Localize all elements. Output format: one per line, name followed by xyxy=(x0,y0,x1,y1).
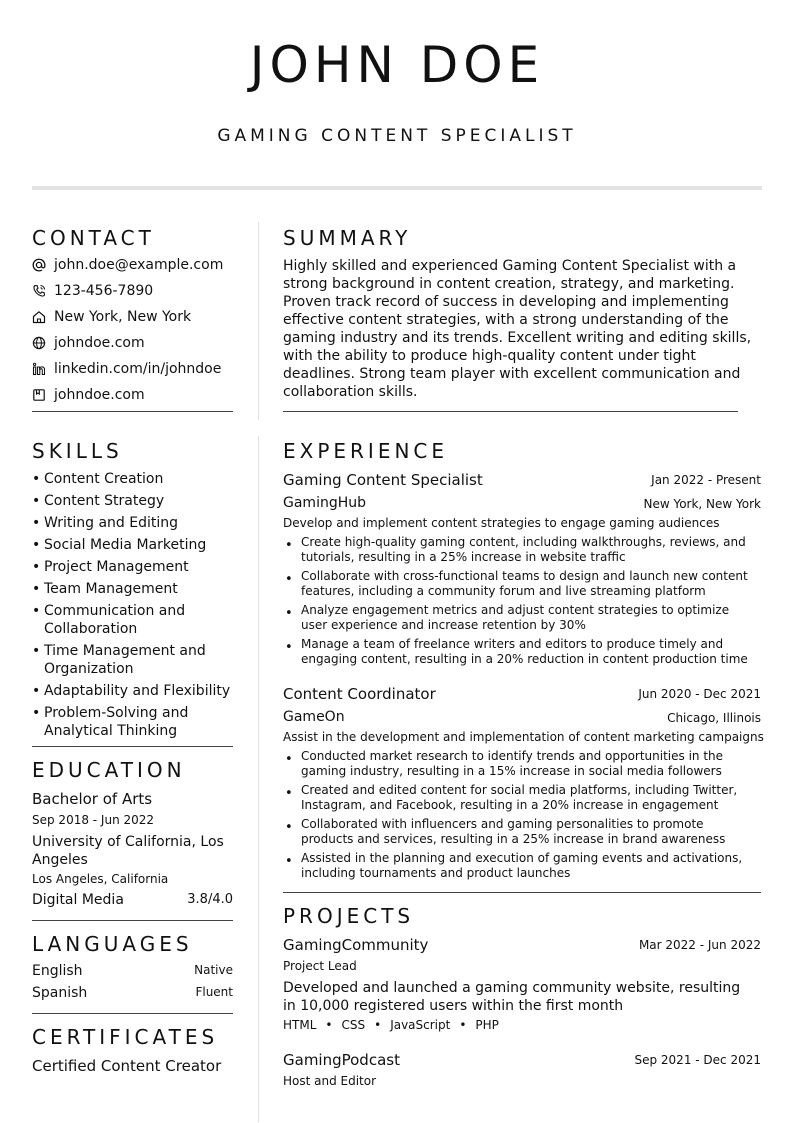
job-bullets xyxy=(283,535,753,671)
language-level: Native xyxy=(194,963,233,977)
project-role: Host and Editor xyxy=(283,1074,377,1088)
certificates-heading: CERTIFICATES xyxy=(32,1025,219,1049)
education-degree: Bachelor of Arts xyxy=(32,790,153,808)
job-bullet: • Assisted in the planning and execution of gaming events and activations, including tournaments and product launches xyxy=(283,851,753,881)
globe-icon xyxy=(32,336,46,350)
contact-location-text: New York, New York xyxy=(54,309,192,325)
summary-rule xyxy=(283,411,738,412)
linkedin-icon xyxy=(32,362,46,376)
contact-portfolio-text: johndoe.com xyxy=(54,387,145,403)
education-dates: Sep 2018 - Jun 2022 xyxy=(32,813,155,827)
job-bullet: • Collaborated with influencers and gaming personalities to promote products and services, resulting in a 25% increase in brand awareness xyxy=(283,817,753,847)
project-tech-list xyxy=(283,1018,499,1032)
job-description: Assist in the development and implementation of content marketing campaigns xyxy=(283,730,764,744)
project-name: GamingCommunity xyxy=(283,936,429,954)
skill-item: • Communication and Collaboration xyxy=(32,602,207,638)
job-company: GameOn xyxy=(283,709,345,725)
contact-email[interactable] xyxy=(32,257,223,273)
summary-heading: SUMMARY xyxy=(283,226,412,250)
project-description: Developed and launched a gaming community website, resulting in 10,000 registered users within the first month xyxy=(283,980,741,1014)
tech-tag: PHP xyxy=(475,1018,499,1032)
skill-item: • Social Media Marketing xyxy=(32,536,233,554)
job-location: Chicago, Illinois xyxy=(667,711,761,725)
job-title: Gaming Content Specialist xyxy=(283,471,483,489)
language-row xyxy=(32,963,233,979)
project-role: Project Lead xyxy=(283,959,357,973)
skill-item: • Content Creation xyxy=(32,470,233,488)
job-title: Content Coordinator xyxy=(283,685,436,703)
experience-heading: EXPERIENCE xyxy=(283,439,449,463)
skill-item: • Writing and Editing xyxy=(32,514,233,532)
skill-item: • Project Management xyxy=(32,558,233,576)
skill-item: • Content Strategy xyxy=(32,492,233,510)
contact-linkedin[interactable] xyxy=(32,361,221,377)
job-bullet: • Conducted market research to identify trends and opportunities in the gaming industry, resulting in a 15% increase in social media followers xyxy=(283,749,753,779)
job-description: Develop and implement content strategies to engage gaming audiences xyxy=(283,516,720,530)
education-location: Los Angeles, California xyxy=(32,872,169,886)
contact-portfolio[interactable] xyxy=(32,387,145,403)
projects-heading: PROJECTS xyxy=(283,904,415,928)
contact-linkedin-text: linkedin.com/in/johndoe xyxy=(54,361,222,377)
education-major-row xyxy=(32,892,233,908)
tech-separator: • xyxy=(325,1018,333,1032)
language-name: Spanish xyxy=(32,985,88,1001)
at-icon xyxy=(32,258,46,272)
project-name: GamingPodcast xyxy=(283,1051,400,1069)
job-bullet: • Collaborate with cross-functional teams to design and launch new content features, including a community forum and live streaming platform xyxy=(283,569,753,599)
contact-phone[interactable] xyxy=(32,283,153,299)
skill-item: • Time Management and Organization xyxy=(32,642,212,678)
tech-separator: • xyxy=(374,1018,382,1032)
job-location: New York, New York xyxy=(643,497,761,511)
education-major: Digital Media xyxy=(32,892,124,908)
contact-email-text: john.doe@example.com xyxy=(54,257,224,273)
language-name: English xyxy=(32,963,83,979)
portfolio-icon xyxy=(32,388,46,402)
phone-icon xyxy=(32,284,46,298)
tech-tag: JavaScript xyxy=(390,1018,451,1032)
contact-phone-text: 123-456-7890 xyxy=(54,283,154,299)
candidate-name: JOHN DOE xyxy=(249,36,545,94)
project-dates: Mar 2022 - Jun 2022 xyxy=(638,938,761,952)
job-dates: Jun 2020 - Dec 2021 xyxy=(638,687,761,701)
job-bullet: • Created and edited content for social media platforms, including Twitter, Instagram, and Facebook, resulting in a 20% increase in engagement xyxy=(283,783,753,813)
experience-rule xyxy=(283,892,761,893)
contact-rule xyxy=(32,411,233,412)
column-divider-top xyxy=(258,222,259,420)
skill-item: • Problem-Solving and Analytical Thinking xyxy=(32,704,207,740)
language-level: Fluent xyxy=(195,985,233,999)
education-rule xyxy=(32,920,233,921)
header-divider xyxy=(32,186,762,190)
language-row xyxy=(32,985,233,1001)
skills-rule xyxy=(32,746,233,747)
education-gpa: 3.8/4.0 xyxy=(187,892,233,907)
tech-separator: • xyxy=(459,1018,467,1032)
job-bullets xyxy=(283,749,753,885)
summary-text: Highly skilled and experienced Gaming Content Specialist with a strong background in content creation, strategy, and marketing. Proven track record of success in developing and implementing effective content strategies, with a strong understanding of the gaming industry and its trends. Excellent writing and editing skills, with the ability to produce high-quality content under tight deadlines. Strong team player with excellent communication and collaboration skills. xyxy=(283,258,752,400)
skill-item: • Team Management xyxy=(32,580,233,598)
certificate-item: Certified Content Creator xyxy=(32,1057,222,1075)
languages-heading: LANGUAGES xyxy=(32,932,193,956)
education-heading: EDUCATION xyxy=(32,758,186,782)
job-company: GamingHub xyxy=(283,495,367,511)
job-title-header: GAMING CONTENT SPECIALIST xyxy=(217,126,577,146)
job-bullet: • Analyze engagement metrics and adjust content strategies to optimize user experience and increase retention by 30% xyxy=(283,603,753,633)
skill-item: • Adaptability and Flexibility xyxy=(32,682,233,700)
job-bullet: • Create high-quality gaming content, including walkthroughs, reviews, and tutorials, resulting in a 25% increase in website traffic xyxy=(283,535,753,565)
job-bullet: • Manage a team of freelance writers and editors to produce timely and engaging content, resulting in a 20% reduction in content production time xyxy=(283,637,753,667)
column-divider-bottom xyxy=(258,436,259,1122)
tech-tag: HTML xyxy=(283,1018,317,1032)
education-school: University of California, Los Angeles xyxy=(32,834,224,868)
contact-website-text: johndoe.com xyxy=(54,335,145,351)
skills-heading: SKILLS xyxy=(32,439,123,463)
contact-website[interactable] xyxy=(32,335,145,351)
contact-heading: CONTACT xyxy=(32,226,155,250)
contact-location xyxy=(32,309,191,325)
home-icon xyxy=(32,310,46,324)
languages-rule xyxy=(32,1013,233,1014)
job-dates: Jan 2022 - Present xyxy=(651,473,761,487)
tech-tag: CSS xyxy=(341,1018,366,1032)
project-dates: Sep 2021 - Dec 2021 xyxy=(634,1053,761,1067)
